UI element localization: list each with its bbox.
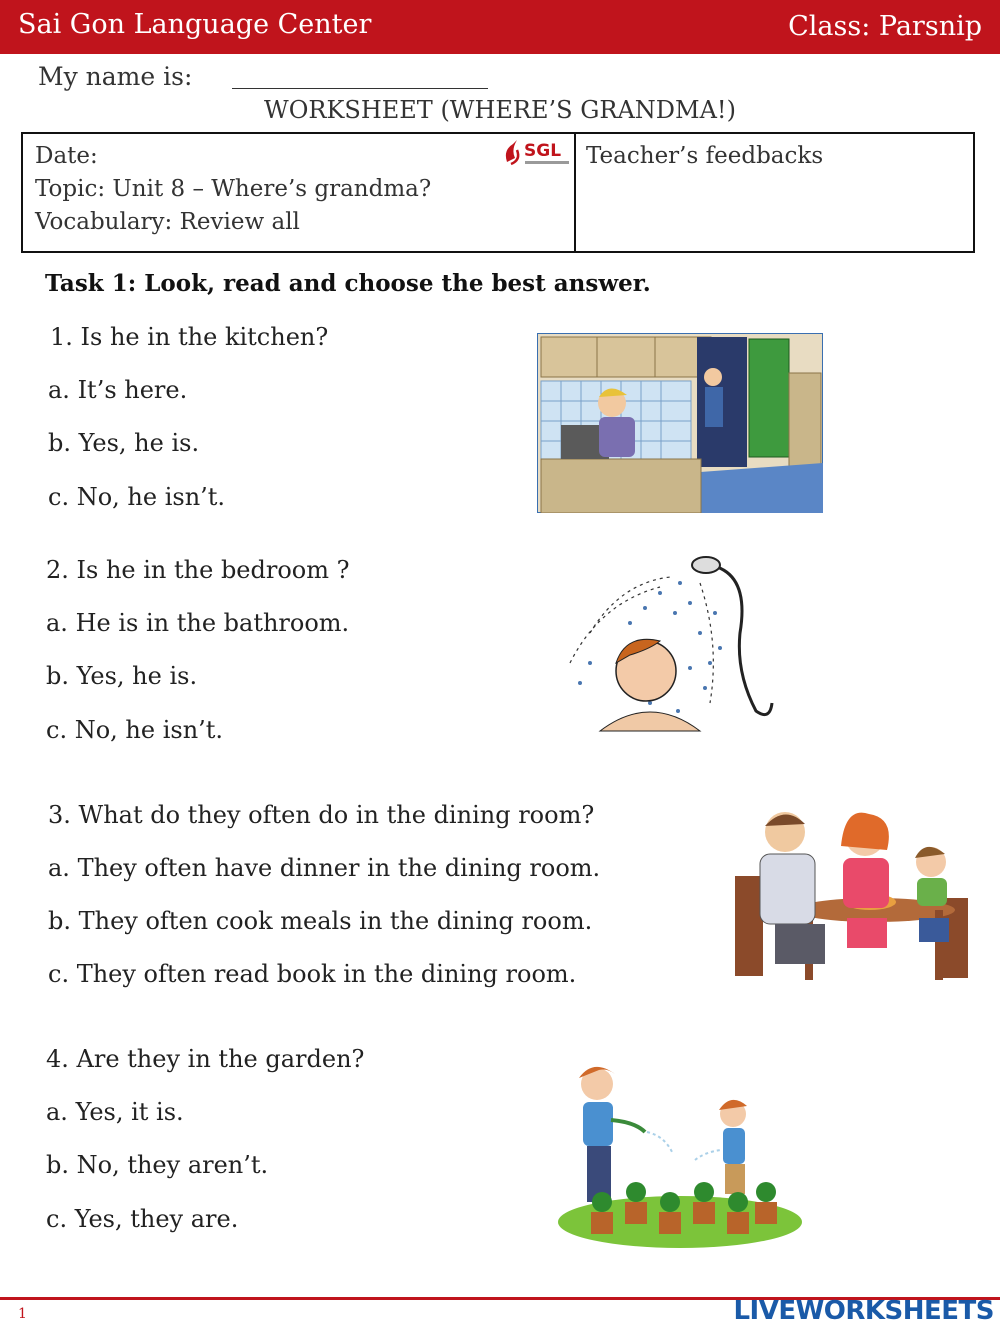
q3-option-a[interactable]: a. They often have dinner in the dining room. xyxy=(48,854,601,882)
shower-picture xyxy=(560,553,780,733)
garden-picture xyxy=(555,1062,805,1252)
q1-option-c[interactable]: c. No, he isn’t. xyxy=(48,483,226,511)
q4-option-a[interactable]: a. Yes, it is. xyxy=(46,1098,184,1126)
page-number: 1 xyxy=(18,1306,27,1322)
feedback-label: Teacher’s feedbacks xyxy=(586,143,824,169)
question-3: 3. What do they often do in the dining room? xyxy=(48,801,595,829)
class-label: Class: Parsnip xyxy=(788,11,982,42)
question-4: 4. Are they in the garden? xyxy=(46,1045,365,1073)
task-title: Task 1: Look, read and choose the best answer. xyxy=(45,270,651,297)
q3-option-b[interactable]: b. They often cook meals in the dining room. xyxy=(48,907,593,935)
q3-option-c[interactable]: c. They often read book in the dining room. xyxy=(48,960,577,988)
header-bar xyxy=(0,0,1000,54)
q2-option-c[interactable]: c. No, he isn’t. xyxy=(46,716,224,744)
worksheet-title: WORKSHEET (WHERE’S GRANDMA!) xyxy=(264,96,736,124)
center-name: Sai Gon Language Center xyxy=(18,9,372,40)
logo-text: SGL xyxy=(524,141,562,161)
table-divider xyxy=(574,134,576,251)
name-input-line[interactable] xyxy=(232,88,488,89)
name-prompt: My name is: xyxy=(38,62,193,91)
dining-family-picture xyxy=(735,806,975,986)
kitchen-picture xyxy=(537,333,823,513)
sgl-logo-icon xyxy=(501,136,573,170)
q1-option-a[interactable]: a. It’s here. xyxy=(48,376,188,404)
topic-text: Topic: Unit 8 – Where’s grandma? xyxy=(35,176,432,202)
q2-option-a[interactable]: a. He is in the bathroom. xyxy=(46,609,350,637)
q2-option-b[interactable]: b. Yes, he is. xyxy=(46,662,198,690)
info-table xyxy=(21,132,975,253)
liveworksheets-logo[interactable]: LIVEWORKSHEETS xyxy=(733,1296,994,1326)
date-label: Date: xyxy=(35,143,98,169)
q4-option-b[interactable]: b. No, they aren’t. xyxy=(46,1151,269,1179)
vocabulary-text: Vocabulary: Review all xyxy=(35,209,300,235)
question-2: 2. Is he in the bedroom ? xyxy=(46,556,350,584)
question-1: 1. Is he in the kitchen? xyxy=(50,323,329,351)
q1-option-b[interactable]: b. Yes, he is. xyxy=(48,429,200,457)
q4-option-c[interactable]: c. Yes, they are. xyxy=(46,1205,239,1233)
